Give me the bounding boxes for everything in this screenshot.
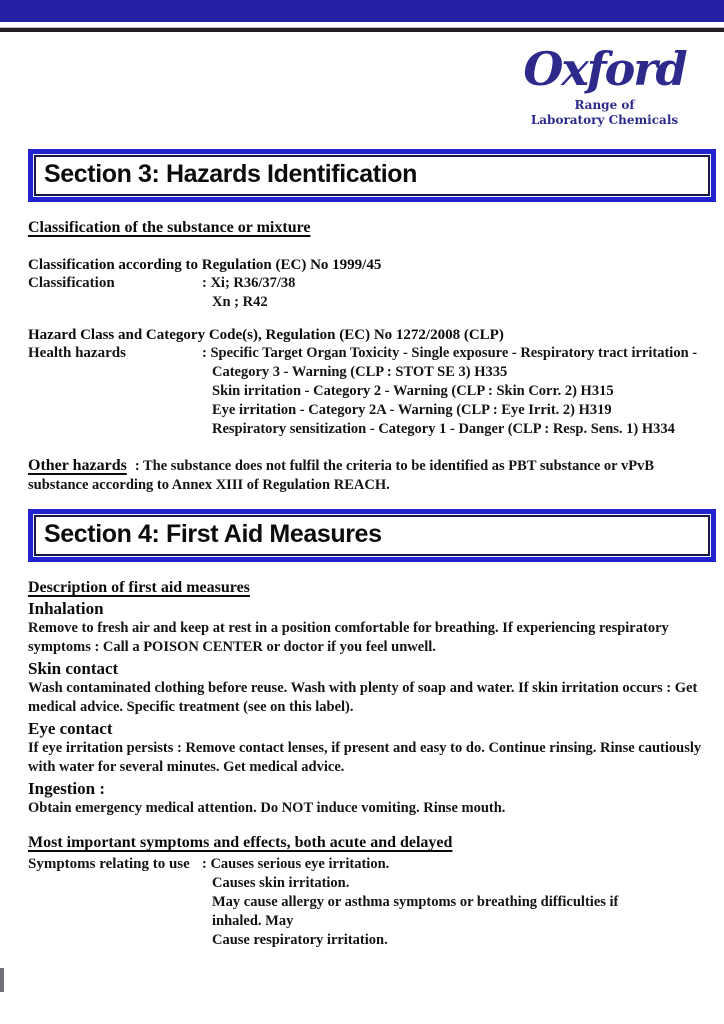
symptoms-row (28, 855, 710, 950)
ingestion-heading: Ingestion : (28, 779, 105, 798)
eye-contact-text: If eye irritation persists : Remove contact lenses, if present and easy to do. Continue rinsing. Rinse cautiously with water for several minutes. Get medical advice. (28, 740, 702, 775)
top-blue-bar (0, 0, 724, 22)
section3-header-box (28, 149, 716, 202)
section4-title: Section 4: First Aid Measures (34, 515, 710, 556)
health-hazards-line: Skin irritation - Category 2 - Warning (CLP : Skin Corr. 2) H315 (212, 383, 614, 399)
document-content (28, 32, 710, 950)
health-hazards-label: Health hazards (28, 345, 126, 361)
symptoms-line: Cause respiratory irritation. (212, 932, 388, 948)
inhalation-text: Remove to fresh air and keep at rest in a position comfortable for breathing. If experiencing respiratory symptoms : Call a POISON CENTER or doctor if you feel unwell. (28, 620, 669, 655)
health-hazards-line: Category 3 - Warning (CLP : STOT SE 3) H335 (212, 364, 508, 380)
classification-value-line: : Xi; R36/37/38 (202, 275, 296, 291)
section4-header-box (28, 509, 716, 562)
other-hazards-text: : The substance does not fulfil the criteria to be identified as PBT substance or vPvB substance according to Annex XIII of Regulation REACH. (28, 458, 655, 493)
health-hazards-line: Respiratory sensitization - Category 1 - Danger (CLP : Resp. Sens. 1) H334 (212, 421, 675, 437)
health-hazards-line: Eye irritation - Category 2A - Warning (CLP : Eye Irrit. 2) H319 (212, 402, 612, 418)
symptoms-heading: Most important symptoms and effects, both acute and delayed (28, 834, 453, 851)
logo-tagline-line2: Laboratory Chemicals (530, 113, 679, 127)
classification-heading: Classification of the substance or mixture (28, 219, 311, 236)
hazard-class-heading: Hazard Class and Category Code(s), Regulation (EC) No 1272/2008 (CLP) (28, 327, 504, 343)
classification-label: Classification (28, 275, 115, 291)
symptoms-value (202, 855, 710, 950)
health-hazards-value (202, 344, 710, 439)
first-aid-description-heading: Description of first aid measures (28, 579, 250, 596)
section3-title: Section 3: Hazards Identification (34, 155, 710, 196)
health-hazards-row (28, 344, 710, 439)
classification-row (28, 274, 710, 312)
logo-brand-text: Oxford (523, 42, 686, 96)
symptoms-line: May cause allergy or asthma symptoms or breathing difficulties if (212, 894, 619, 910)
ingestion-text: Obtain emergency medical attention. Do NOT induce vomiting. Rinse mouth. (28, 800, 506, 816)
other-hazards-label: Other hazards (28, 457, 127, 474)
inhalation-heading: Inhalation (28, 599, 104, 618)
other-hazards-paragraph (28, 456, 710, 495)
page-edge-mark (0, 968, 4, 992)
regulation-heading: Classification according to Regulation (EC) No 1999/45 (28, 257, 382, 273)
symptoms-line: inhaled. May (212, 913, 294, 929)
classification-value-line: Xn ; R42 (212, 294, 268, 310)
symptoms-label: Symptoms relating to use (28, 856, 190, 872)
eye-contact-heading: Eye contact (28, 719, 113, 738)
skin-contact-text: Wash contaminated clothing before reuse. Wash with plenty of soap and water. If skin irritation occurs : Get medical advice. Specific treatment (see on this label). (28, 680, 698, 715)
logo-tagline-line1: Range of (574, 98, 635, 112)
symptoms-line: Causes skin irritation. (212, 875, 350, 891)
health-hazards-line: : Specific Target Organ Toxicity - Single exposure - Respiratory tract irritation - (202, 345, 698, 361)
symptoms-line: : Causes serious eye irritation. (202, 856, 390, 872)
skin-contact-heading: Skin contact (28, 659, 119, 678)
classification-value (202, 274, 710, 312)
